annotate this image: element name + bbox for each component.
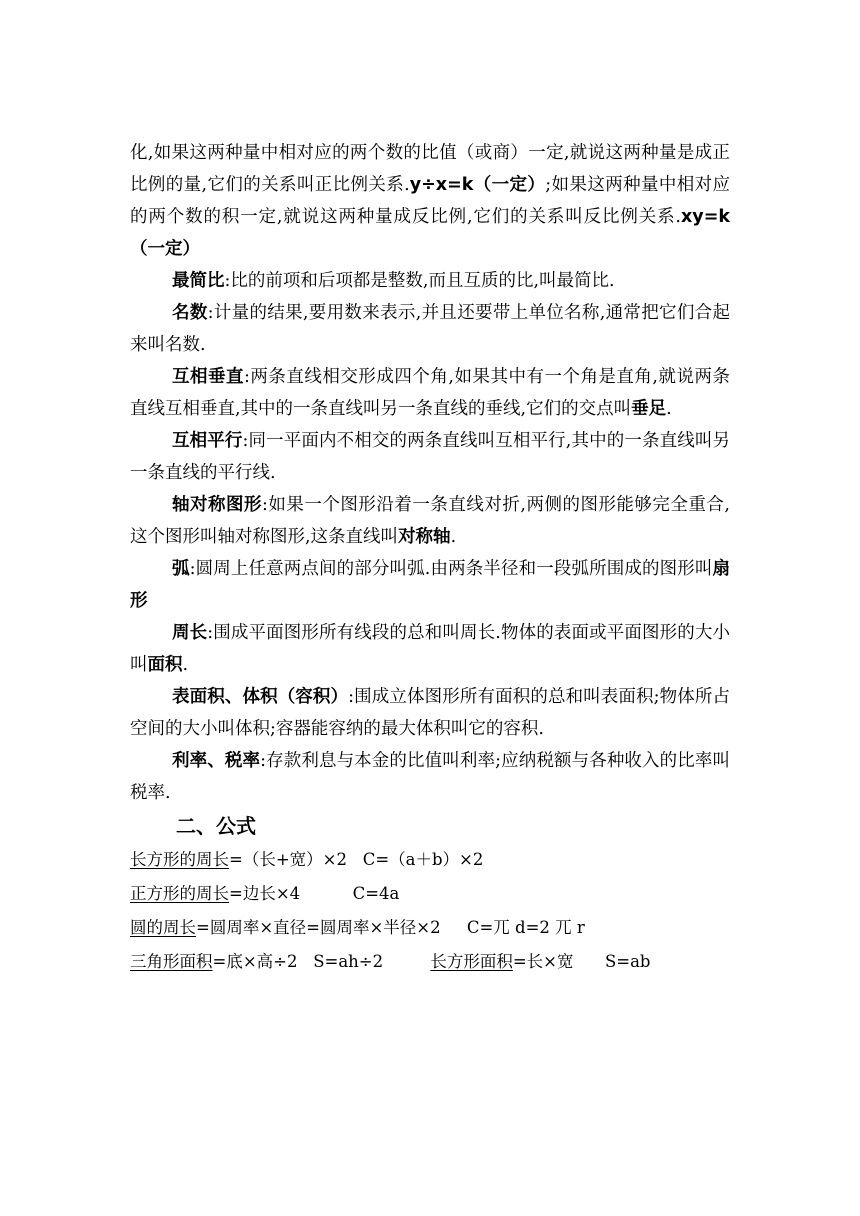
definition-arc — [130, 553, 730, 617]
term: 轴对称图形 — [172, 495, 262, 515]
definition-perimeter — [130, 617, 730, 681]
definition-text: . — [182, 655, 189, 675]
formula-name: 三角形面积 — [130, 952, 213, 971]
formula-inverse-proportion: xy=k（一定） — [130, 207, 730, 259]
term: 表面积、体积（容积） — [172, 687, 349, 707]
term: 利率、税率 — [172, 751, 261, 771]
formula-name: 圆的周长 — [130, 918, 196, 937]
formula-expression: =长×宽 S=ab — [512, 952, 651, 971]
section-heading: 二、公式 — [176, 814, 256, 838]
term: 扇形 — [130, 559, 731, 611]
term: 周长 — [172, 623, 208, 643]
definition-simplest-ratio — [130, 265, 730, 297]
term: 弧 — [172, 559, 190, 579]
definition-text: :存款利息与本金的比值叫利率;应纳税额与各种收入的比率叫税率. — [130, 751, 731, 803]
definition-text: :两条直线相交形成四个角,如果其中有一个角是直角,就说两条直线互相垂直,其中的一条直线叫另一条直线的垂线,它们的交点叫 — [130, 367, 730, 419]
term: 面积 — [147, 655, 183, 675]
definition-parallel — [130, 425, 730, 489]
formula-name: 长方形面积 — [430, 952, 513, 971]
formula-rectangle-perimeter — [130, 843, 730, 877]
text: ;如果这两种量中相对应的两个数的积一定,就说这两种量成反比例,它们的关系叫反比例关系. — [130, 175, 730, 227]
formula-direct-proportion: y÷x=k（一定） — [409, 175, 546, 195]
formula-expression: =圆周率×直径=圆周率×半径×2 C=兀 d=2 兀 r — [196, 918, 585, 937]
definition-rates — [130, 745, 730, 809]
definition-text: . — [666, 399, 672, 419]
term: 名数 — [172, 303, 208, 323]
formula-name: 长方形的周长 — [130, 850, 229, 869]
formula-circle-circumference — [130, 911, 730, 945]
definition-denominate-number — [130, 297, 730, 361]
definition-axial-symmetry — [130, 489, 730, 553]
definition-text: :计量的结果,要用数来表示,并且还要带上单位名称,通常把它们合起来叫名数. — [130, 303, 730, 355]
formula-name: 正方形的周长 — [130, 884, 229, 903]
term: 互相平行 — [172, 431, 243, 451]
definition-text: :如果一个图形沿着一条直线对折,两侧的图形能够完全重合,这个图形叫轴对称图形,这条直线叫 — [130, 495, 730, 547]
document-body — [130, 137, 730, 979]
term: 对称轴 — [398, 527, 451, 547]
definition-text: . — [450, 527, 457, 547]
definition-text: :围成平面图形所有线段的总和叫周长.物体的表面或平面图形的大小叫 — [130, 623, 731, 675]
paragraph-proportion — [130, 137, 730, 265]
term: 垂足 — [631, 399, 667, 419]
definition-text: :比的前项和后项都是整数,而且互质的比,叫最简比. — [224, 271, 615, 291]
formula-square-perimeter — [130, 877, 730, 911]
formula-expression: =（长+宽）×2 C=（a＋b）×2 — [229, 850, 484, 869]
definition-text: :围成立体图形所有面积的总和叫表面积;物体所占空间的大小叫体积;容器能容纳的最大体积叫它的容积. — [130, 687, 731, 739]
definition-text: :圆周上任意两点间的部分叫弧.由两条半径和一段弧所围成的图形叫 — [189, 559, 713, 579]
definition-surface-volume — [130, 681, 730, 745]
definition-perpendicular — [130, 361, 730, 425]
definition-text: :同一平面内不相交的两条直线叫互相平行,其中的一条直线叫另一条直线的平行线. — [130, 431, 730, 483]
text: 化,如果这两种量中相对应的两个数的比值（或商）一定,就说这两种量是成正比例的量,它们的关系叫正比例关系. — [130, 143, 730, 195]
formula-expression: =边长×4 C=4a — [229, 884, 400, 903]
term: 最简比 — [172, 271, 225, 291]
formula-expression: =底×高÷2 S=ah÷2 — [212, 952, 431, 971]
term: 互相垂直 — [172, 367, 244, 387]
formula-triangle-rectangle-area — [130, 945, 730, 979]
